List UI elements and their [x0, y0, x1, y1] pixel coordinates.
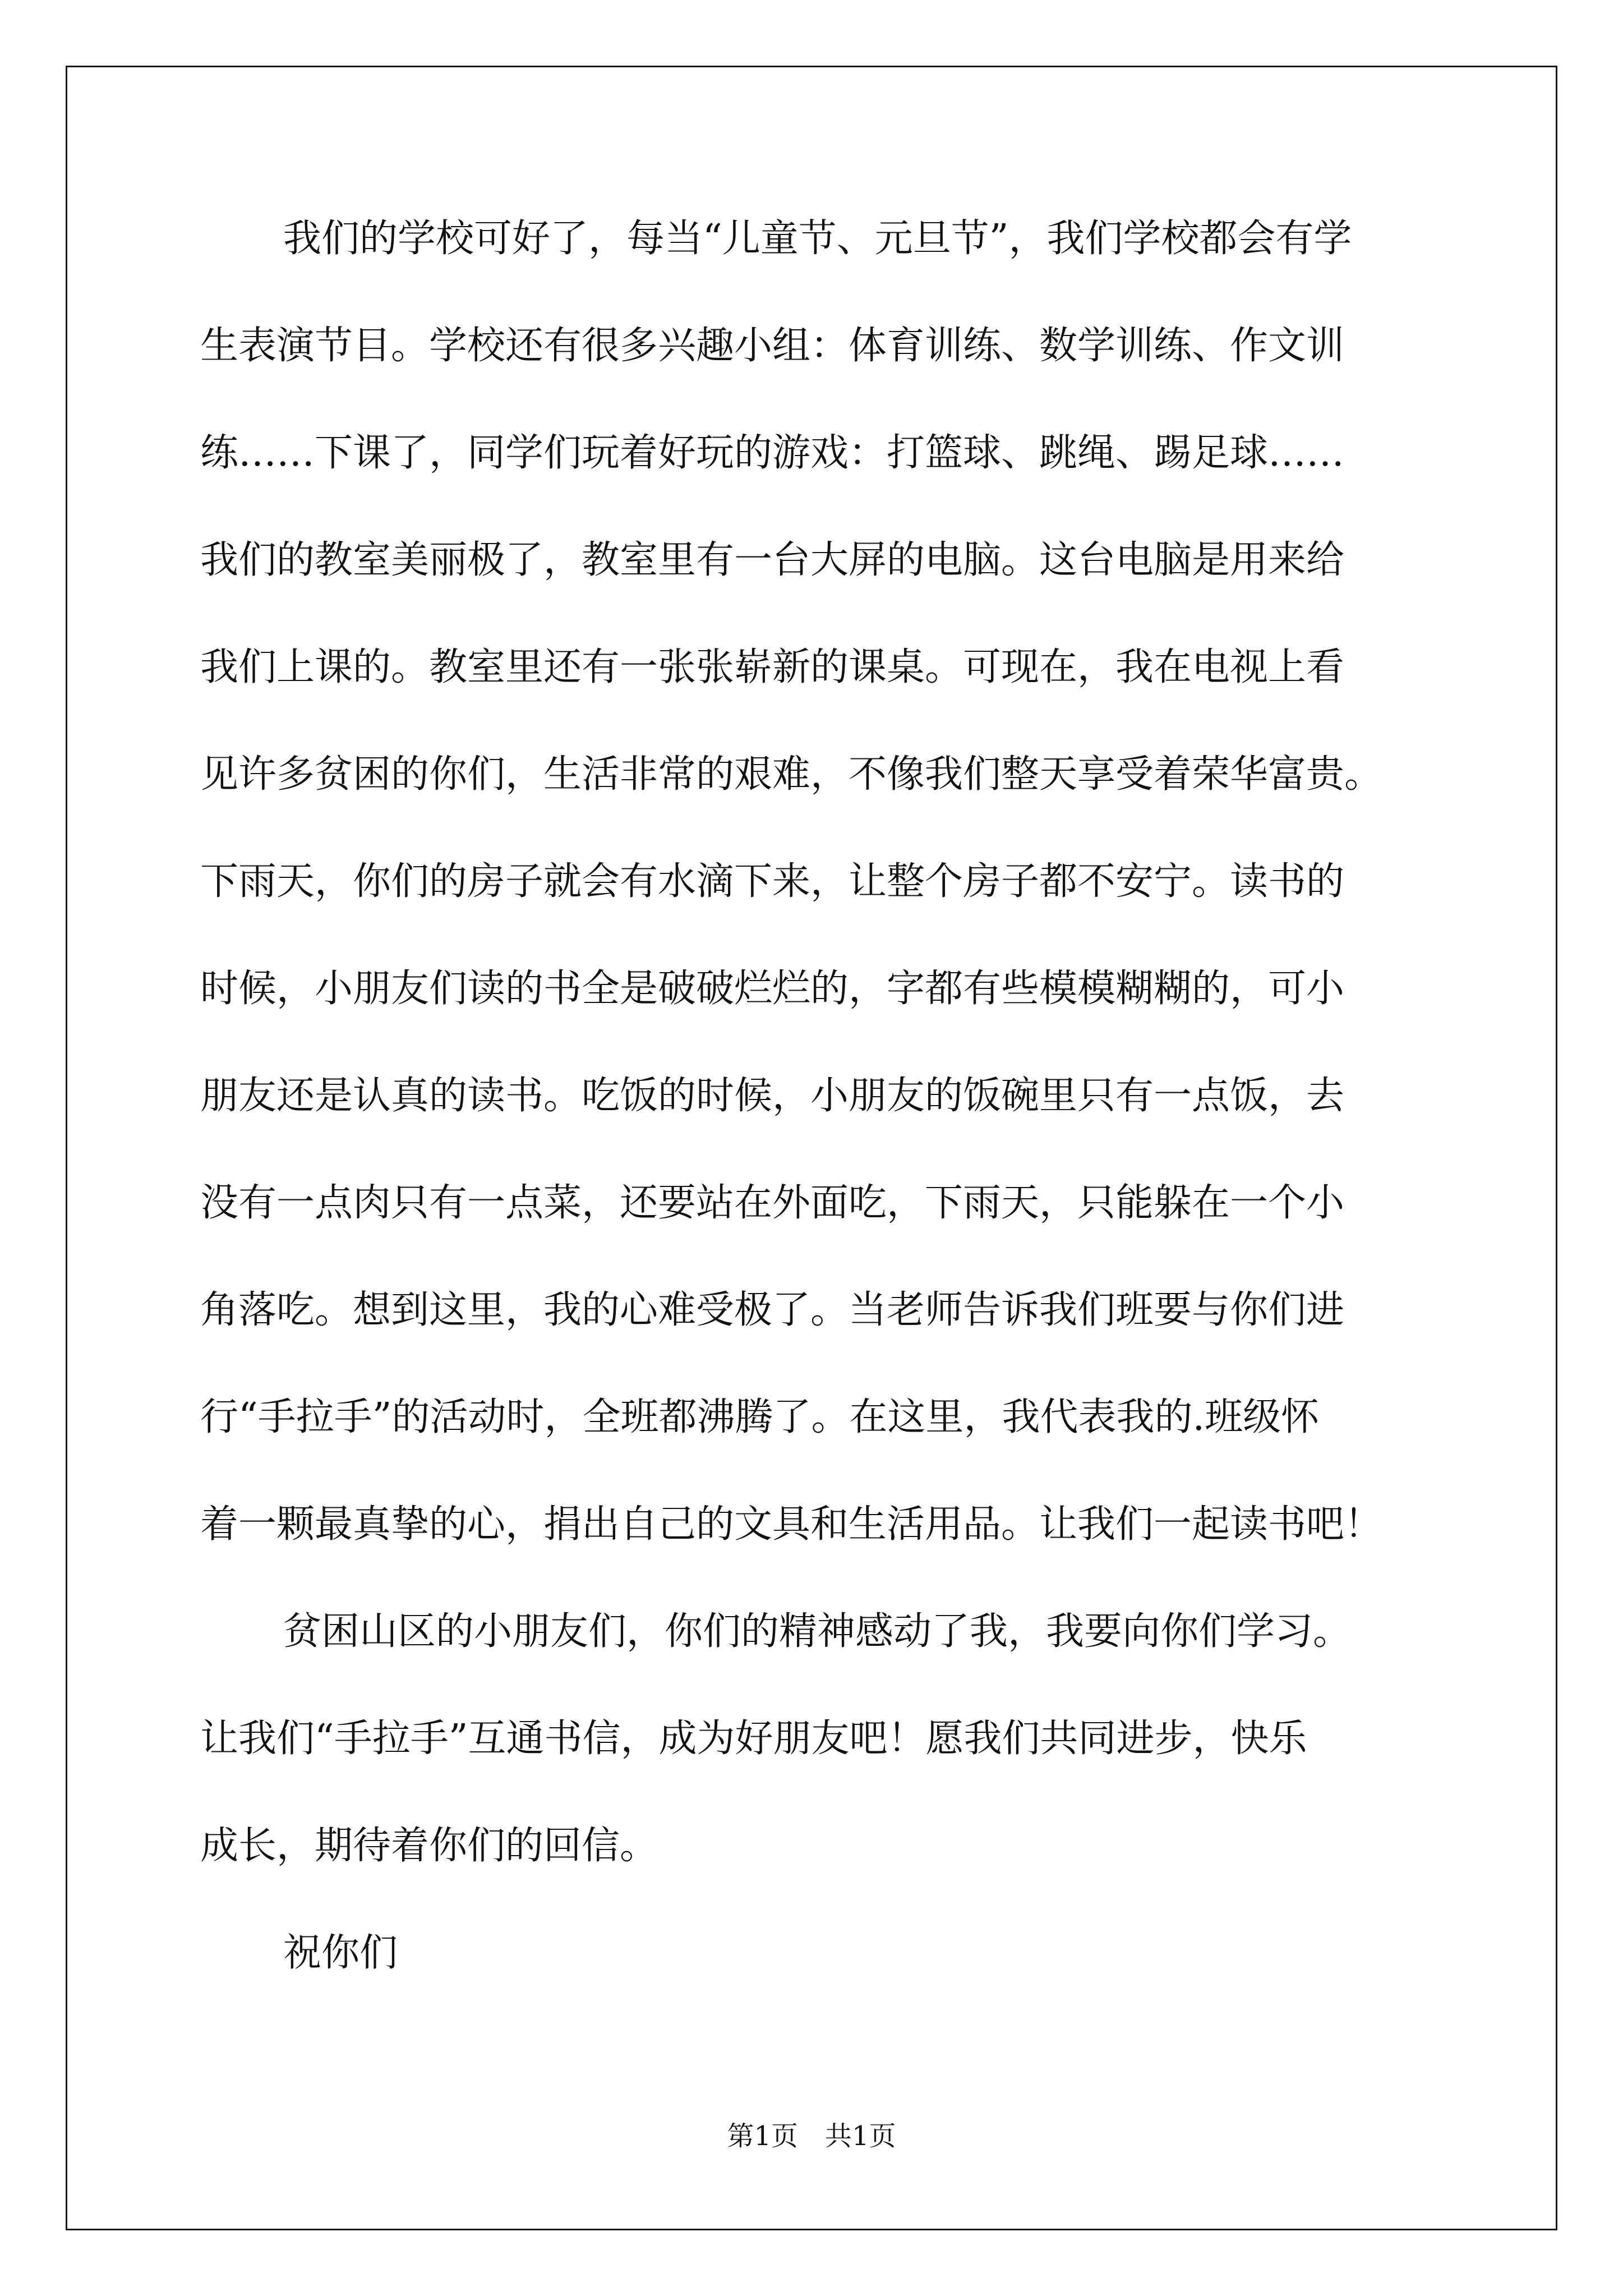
- text-line: 我们的学校可好了，每当“儿童节、元旦节”，我们学校都会有学: [283, 217, 1352, 261]
- text-line: 角落吃。想到这里，我的心难受极了。当老师告诉我们班要与你们进: [200, 1288, 1345, 1332]
- text-line: 我们上课的。教室里还有一张张崭新的课桌。可现在，我在电视上看: [200, 645, 1345, 689]
- text-line: 生表演节目。学校还有很多兴趣小组：体育训练、数学训练、作文训: [200, 324, 1345, 368]
- text-line: 着一颗最真挚的心，捐出自己的文具和生活用品。让我们一起读书吧！: [200, 1502, 1383, 1547]
- page-footer: 第1页 共1页: [727, 2120, 896, 2152]
- text-line: 行“手拉手”的活动时，全班都沸腾了。在这里，我代表我的.班级怀: [200, 1395, 1320, 1439]
- text-line: 没有一点肉只有一点菜，还要站在外面吃，下雨天，只能躲在一个小: [200, 1181, 1345, 1225]
- text-line: 贫困山区的小朋友们，你们的精神感动了我，我要向你们学习。: [283, 1609, 1352, 1654]
- text-line: 练……下课了，同学们玩着好玩的游戏：打篮球、跳绳、踢足球……: [200, 431, 1345, 475]
- text-line: 朋友还是认真的读书。吃饭的时候，小朋友的饭碗里只有一点饭，去: [200, 1074, 1345, 1118]
- text-line: 祝你们: [283, 1931, 398, 1975]
- text-line: 我们的教室美丽极了，教室里有一台大屏的电脑。这台电脑是用来给: [200, 538, 1345, 582]
- text-line: 成长，期待着你们的回信。: [200, 1824, 658, 1868]
- text-line: 见许多贫困的你们，生活非常的艰难，不像我们整天享受着荣华富贵。: [200, 752, 1383, 797]
- text-line: 下雨天，你们的房子就会有水滴下来，让整个房子都不安宁。读书的: [200, 859, 1345, 904]
- text-line: 让我们“手拉手”互通书信，成为好朋友吧！愿我们共同进步，快乐: [200, 1717, 1307, 1761]
- text-line: 时候，小朋友们读的书全是破破烂烂的，字都有些模模糊糊的，可小: [200, 967, 1345, 1011]
- page-border: [66, 66, 1557, 2230]
